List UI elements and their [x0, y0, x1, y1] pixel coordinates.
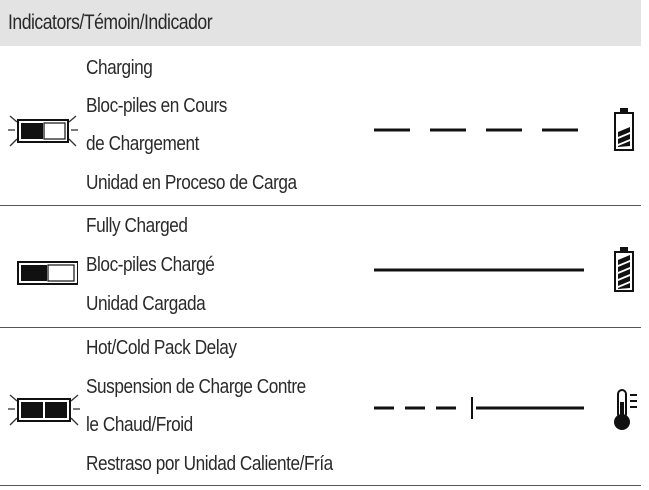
charger-led-half-lit-flashing-icon [8, 110, 78, 154]
header-title: Indicators/Témoin/Indicador [8, 11, 213, 34]
charger-led-both-lit-flashing-icon [8, 389, 80, 433]
row-text-line: Bloc-piles Chargé [86, 254, 215, 276]
row-text-line: le Chaud/Froid [86, 414, 193, 436]
row-text-line: Suspension de Charge Contre [86, 376, 306, 398]
row-text-line: Unidad Cargada [86, 293, 206, 315]
row-text-line: Fully Charged [86, 215, 188, 237]
solid-line-pattern [374, 266, 584, 274]
thermometer-icon [611, 388, 639, 432]
row-text-line: Charging [86, 57, 153, 79]
row-text-line: de Chargement [86, 133, 199, 155]
charger-led-half-lit-solid-icon [8, 252, 78, 296]
row-text-line: Unidad en Proceso de Carga [86, 172, 297, 194]
battery-full-icon [614, 247, 634, 293]
table-row-hot-cold-delay [0, 329, 641, 486]
row-text-line: Hot/Cold Pack Delay [86, 337, 237, 359]
table-row-charging [0, 46, 641, 206]
battery-charging-icon [614, 108, 634, 152]
table-header [0, 0, 641, 46]
row-text-line: Restraso por Unidad Caliente/Fría [86, 453, 333, 475]
table-row-fully-charged [0, 207, 641, 328]
dashed-line-pattern [374, 126, 584, 134]
row-text-line: Bloc-piles en Cours [86, 95, 227, 117]
dashed-then-solid-line-pattern [374, 396, 584, 420]
